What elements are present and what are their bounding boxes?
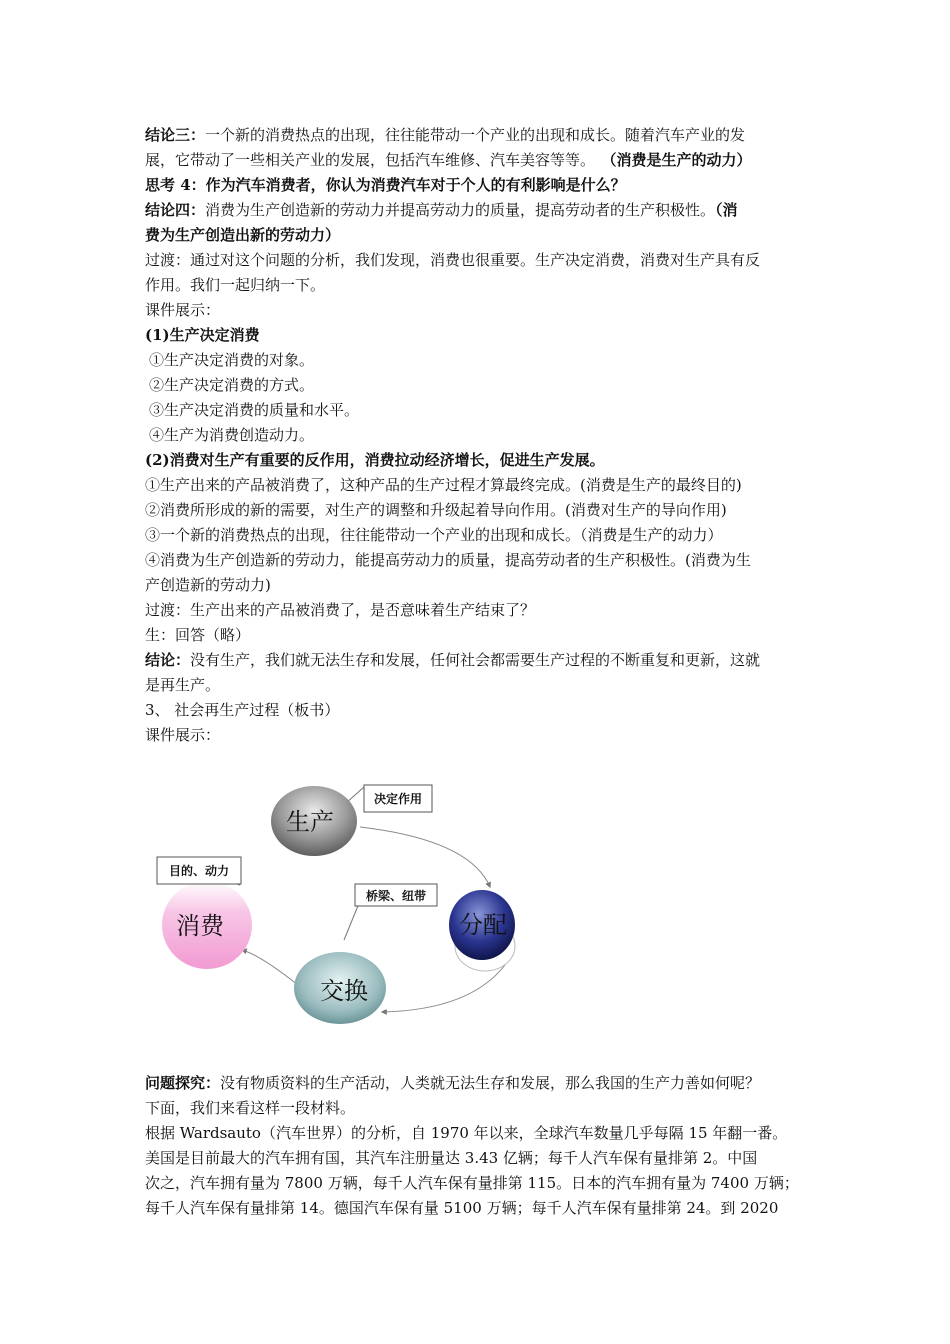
transition-one-cont: 作用。我们一起归纳一下。 <box>145 276 326 294</box>
arrow-production-to-distribution <box>360 827 490 887</box>
conclusion-tag: （消 <box>715 201 738 219</box>
list-item: ④消费为生产创造新的劳动力，能提高劳动力的质量，提高劳动者的生产积极性。(消费为生 <box>145 551 751 569</box>
transition-two: 过渡：生产出来的产品被消费了，是否意味着生产结束了？ <box>145 601 536 619</box>
conclusion-four <box>145 198 815 223</box>
inquiry-question-cont: 下面，我们来看这样一段材料。 <box>145 1099 356 1117</box>
list-item: ④生产为消费创造动力。 <box>149 426 315 444</box>
list-item: ②消费所形成的新的需要，对生产的调整和升级起着导向作用。(消费对生产的导向作用) <box>145 501 727 519</box>
inquiry-question <box>145 1071 815 1096</box>
conclusion-three <box>145 123 815 148</box>
list-item-cont: 产创造新的劳动力) <box>145 576 271 594</box>
inquiry-label: 问题探究： <box>145 1074 221 1092</box>
transition-one: 过渡：通过对这个问题的分析，我们发现，消费也很重要。生产决定消费，消费对生产具有反 <box>145 251 761 269</box>
consumption-label: 消费 <box>176 912 224 940</box>
material-line: 美国是目前最大的汽车拥有国，其汽车注册量达 3.43 亿辆；每千人汽车保有量排第 2。中国 <box>145 1149 758 1167</box>
conclusion-label: 结论： <box>145 651 191 669</box>
conclusion-text: 一个新的消费热点的出现，往往能带动一个产业的出现和成长。随着汽车产业的发 <box>205 126 746 144</box>
courseware-label: 课件展示： <box>145 726 221 744</box>
production-label: 生产 <box>286 808 334 836</box>
conclusion-text: 消费为生产创造新的劳动力并提高劳动力的质量，提高劳动者的生产积极性。 <box>205 201 716 219</box>
conclusion-five <box>145 648 815 673</box>
exchange-label: 交换 <box>320 977 368 1005</box>
document-body <box>145 123 815 748</box>
student-answer: 生：回答（略） <box>145 626 251 644</box>
think-four: 思考 4：作为汽车消费者，你认为消费汽车对于个人的有利影响是什么？ <box>145 176 626 194</box>
list-item: ①生产出来的产品被消费了，这种产品的生产过程才算最终完成。(消费是生产的最终目的) <box>145 476 742 494</box>
list-item: ①生产决定消费的对象。 <box>149 351 315 369</box>
courseware-label: 课件展示： <box>145 301 221 319</box>
heading-consumption-reacts: (2)消费对生产有重要的反作用，消费拉动经济增长，促进生产发展。 <box>145 451 605 469</box>
section-three-heading: 3、 社会再生产过程（板书） <box>145 701 340 719</box>
list-item: ③生产决定消费的质量和水平。 <box>149 401 360 419</box>
conclusion-three-cont <box>145 148 815 173</box>
list-item: ②生产决定消费的方式。 <box>149 376 315 394</box>
conclusion-label: 结论四： <box>145 201 206 219</box>
reproduction-cycle-diagram <box>150 770 530 1030</box>
conclusion-five-cont: 是再生产。 <box>145 676 221 694</box>
heading-production-decides: (1)生产决定消费 <box>145 326 260 344</box>
conclusion-text: 没有生产，我们就无法生存和发展，任何社会都需要生产过程的不断重复和更新，这就 <box>190 651 761 669</box>
material-line: 每千人汽车保有量排第 14。德国汽车保有量 5100 万辆；每千人汽车保有量排第 24。到 2020 <box>145 1199 779 1217</box>
arrow-distribution-to-exchange <box>382 965 505 1012</box>
arrow-exchange-to-consumption <box>242 950 298 985</box>
callout-bridge-text: 桥梁、纽带 <box>365 889 427 903</box>
conclusion-text: 展，它带动了一些相关产业的发展，包括汽车维修、汽车美容等等。 <box>145 151 596 169</box>
conclusion-tag: （消费是生产的动力） <box>609 151 752 169</box>
callout-decisive-text: 决定作用 <box>373 792 423 806</box>
inquiry-text: 没有物质资料的生产活动，人类就无法生存和发展，那么我国的生产力善如何呢？ <box>220 1074 761 1092</box>
conclusion-label: 结论三： <box>145 126 206 144</box>
material-line: 根据 Wardsauto（汽车世界）的分析，自 1970 年以来，全球汽车数量几乎每隔 15 年翻一番。 <box>145 1124 788 1142</box>
list-item: ③一个新的消费热点的出现，往往能带动一个产业的出现和成长。（消费是生产的动力） <box>145 526 723 544</box>
inquiry-section <box>145 1071 815 1221</box>
callout-purpose-text: 目的、动力 <box>168 864 230 878</box>
cycle-svg <box>150 770 530 1030</box>
distribution-label: 分配 <box>459 911 507 939</box>
material-line: 次之，汽车拥有量为 7800 万辆，每千人汽车保有量排第 115。日本的汽车拥有量为 7400 万辆； <box>145 1174 799 1192</box>
conclusion-four-tag: 费为生产创造出新的劳动力） <box>145 226 341 244</box>
